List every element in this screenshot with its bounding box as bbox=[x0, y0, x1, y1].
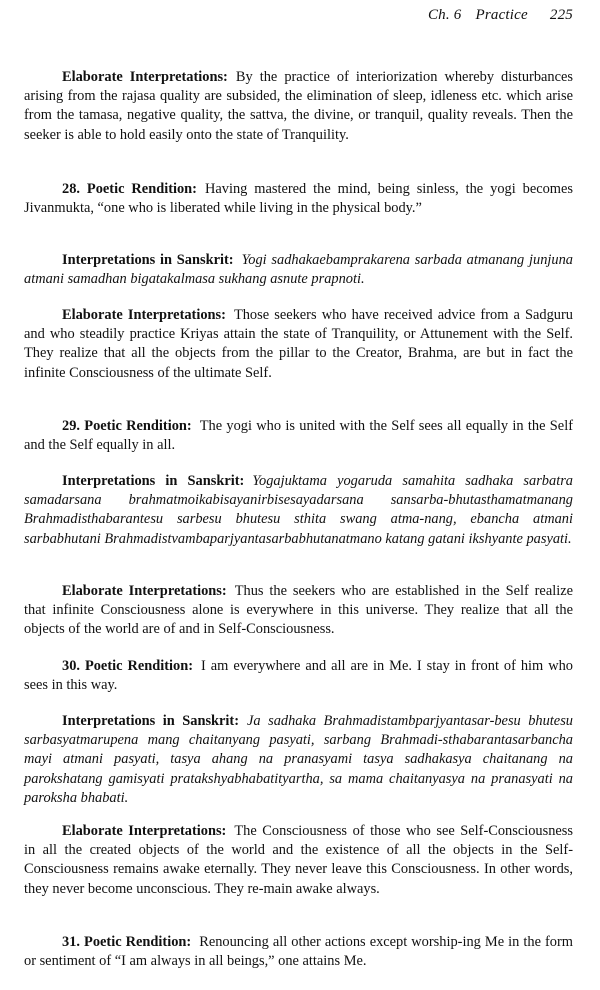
running-header bbox=[428, 6, 573, 25]
paragraph-label: Interpretations in Sanskrit: bbox=[62, 252, 234, 268]
paragraph-poetic-28 bbox=[24, 180, 573, 218]
paragraph-elaborate-3 bbox=[24, 582, 573, 640]
paragraph-sanskrit-28 bbox=[24, 251, 573, 289]
paragraph-text: The Consciousness of those who see Self-Consciousness in all the created objects of the world and the existence of all the objects in the Self-Consciousness remains awake eternally. They never leave this Consciousness. In other words, they never become unconscious. They re-main awake always. bbox=[24, 823, 573, 897]
paragraph-poetic-31 bbox=[24, 933, 573, 971]
paragraph-label: 29. Poetic Rendition: bbox=[62, 418, 192, 434]
chapter-label: Ch. 6 bbox=[427, 7, 462, 23]
paragraph-label: 30. Poetic Rendition: bbox=[62, 658, 194, 674]
paragraph-text: Those seekers who have received advice from a Sadguru and who steadily practice Kriyas attain the state of Tranquility, or Attunement with the Self. They realize that all the objects from the pillar to the Creator, Brahma, are but in fact the infinite Consciousness of the ultimate Self. bbox=[24, 307, 573, 381]
paragraph-text: Yogajuktama yogaruda samahita sadhaka sarbatra samadarsana brahmatmoikabisayanirbisesayadarsana sansarba-bhutasthamatmanang Brahmadisthabarantesu sarbesu bhutesu sthita swang atma-nang, ebancha atmani sarbabhutani Brahmadistvambaparjyantasarbabhutanatmano katang gatani ikshyante pasyati. bbox=[24, 473, 573, 547]
paragraph-sanskrit-29 bbox=[24, 472, 573, 549]
paragraph-label: Elaborate Interpretations: bbox=[62, 823, 227, 839]
paragraph-label: Elaborate Interpretations: bbox=[62, 583, 227, 599]
paragraph-elaborate-4 bbox=[24, 822, 573, 899]
paragraph-elaborate-2 bbox=[24, 306, 573, 383]
section-label: Practice bbox=[475, 7, 528, 23]
paragraph-label: Elaborate Interpretations: bbox=[62, 307, 226, 323]
paragraph-label: 31. Poetic Rendition: bbox=[62, 934, 192, 950]
paragraph-label: Elaborate Interpretations: bbox=[62, 69, 228, 85]
paragraph-text: The yogi who is united with the Self sees all equally in the Self and the Self equally in all. bbox=[24, 418, 573, 454]
paragraph-text: Thus the seekers who are established in the Self realize that infinite Consciousness alone is everywhere in this universe. They realize that all the objects of the world are of and in Self-Consciousness. bbox=[24, 583, 573, 638]
paragraph-label: 28. Poetic Rendition: bbox=[62, 181, 197, 197]
paragraph-elaborate-1 bbox=[24, 68, 573, 145]
paragraph-text: Yogi sadhakaebamprakarena sarbada atmanang junjuna atmani samadhan bigatakalmasa sukhang asnute prapnoti. bbox=[24, 252, 573, 288]
paragraph-text: Ja sadhaka Brahmadistambparjyantasar-besu bhutesu sarbasyatmarupena mang chaitanyang pasyati, sarbang Brahmadi-sthabarantasarbancha mayi atmani pasyati, tasya ahang na pranasyami tasya sadhakasya chaitanang na parokshatang gamisyati pratakshyabhabatityartha, sa mama chaitanyasya na pranasyati na paroksha bhabati. bbox=[24, 713, 573, 806]
paragraph-sanskrit-30 bbox=[24, 712, 573, 808]
paragraph-text: I am everywhere and all are in Me. I stay in front of him who sees in this way. bbox=[24, 658, 573, 694]
paragraph-text: Renouncing all other actions except worship-ing Me in the form or sentiment of “I am always in all beings,” one attains Me. bbox=[24, 934, 573, 970]
paragraph-text: By the practice of interiorization whereby disturbances arising from the rajasa quality are subsided, the elimination of sleep, idleness etc. which arise from the tamasa, negative quality, the sattva, the divine, or tranquil, quality reveals. Then the seeker is able to hold easily onto the state of Tranquility. bbox=[24, 69, 573, 143]
paragraph-poetic-29 bbox=[24, 417, 573, 455]
paragraph-label: Interpretations in Sanskrit: bbox=[62, 713, 240, 729]
paragraph-text: Having mastered the mind, being sinless, the yogi becomes Jivanmukta, “one who is liberated while living in the physical body.” bbox=[24, 181, 573, 217]
page-number: 225 bbox=[549, 7, 573, 23]
paragraph-poetic-30 bbox=[24, 657, 573, 695]
paragraph-label: Interpretations in Sanskrit: bbox=[62, 473, 245, 489]
